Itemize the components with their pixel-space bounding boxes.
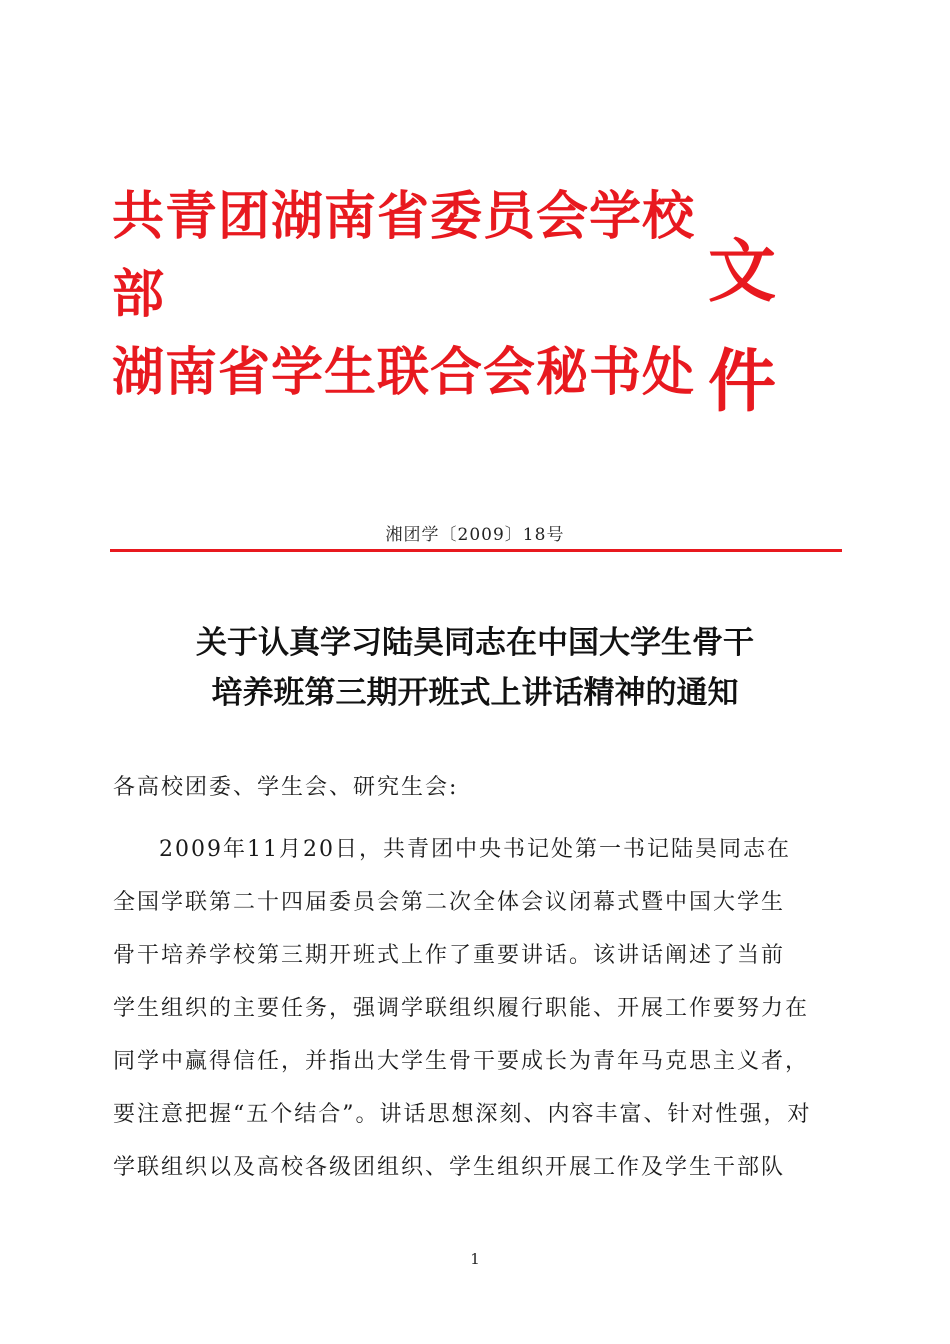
document-type-label <box>702 218 782 438</box>
body-line-4: 学生组织的主要任务，强调学联组织履行职能、开展工作要努力在 <box>113 996 810 1021</box>
document-title <box>0 618 950 718</box>
body-line-3: 骨干培养学校第三期开班式上作了重要讲话。该讲话阐述了当前 <box>113 943 786 968</box>
page-number: 1 <box>470 1250 480 1268</box>
body-line-2: 全国学联第二十四届委员会第二次全体会议闭幕式暨中国大学生 <box>113 890 786 915</box>
body-line-5: 同学中赢得信任，并指出大学生骨干要成长为青年马克思主义者， <box>113 1049 810 1074</box>
title-line-2: 培养班第三期开班式上讲话精神的通知 <box>211 675 739 711</box>
issuing-organizations <box>112 178 696 412</box>
org-line-2: 部 <box>112 265 166 325</box>
org-line-1: 共青团湖南省委员会学校 <box>112 187 696 247</box>
document-type-char-2: 件 <box>707 343 776 422</box>
org-line-3: 湖南省学生联合会秘书处 <box>112 343 696 403</box>
document-number: 湘团学〔2009〕18号 <box>385 525 565 545</box>
body-paragraph <box>113 823 843 1194</box>
title-line-1: 关于认真学习陆昊同志在中国大学生骨干 <box>196 625 754 661</box>
body-line-7: 学联组织以及高校各级团组织、学生组织开展工作及学生干部队 <box>113 1155 786 1180</box>
body-line-1: 2009年11月20日，共青团中央书记处第一书记陆昊同志在 <box>159 837 791 862</box>
body-line-6: 要注意把握“五个结合”。讲话思想深刻、内容丰富、针对性强，对 <box>113 1102 812 1127</box>
header-red-divider <box>110 549 842 552</box>
salutation: 各高校团委、学生会、研究生会: <box>113 775 459 800</box>
document-type-char-1: 文 <box>707 233 776 312</box>
